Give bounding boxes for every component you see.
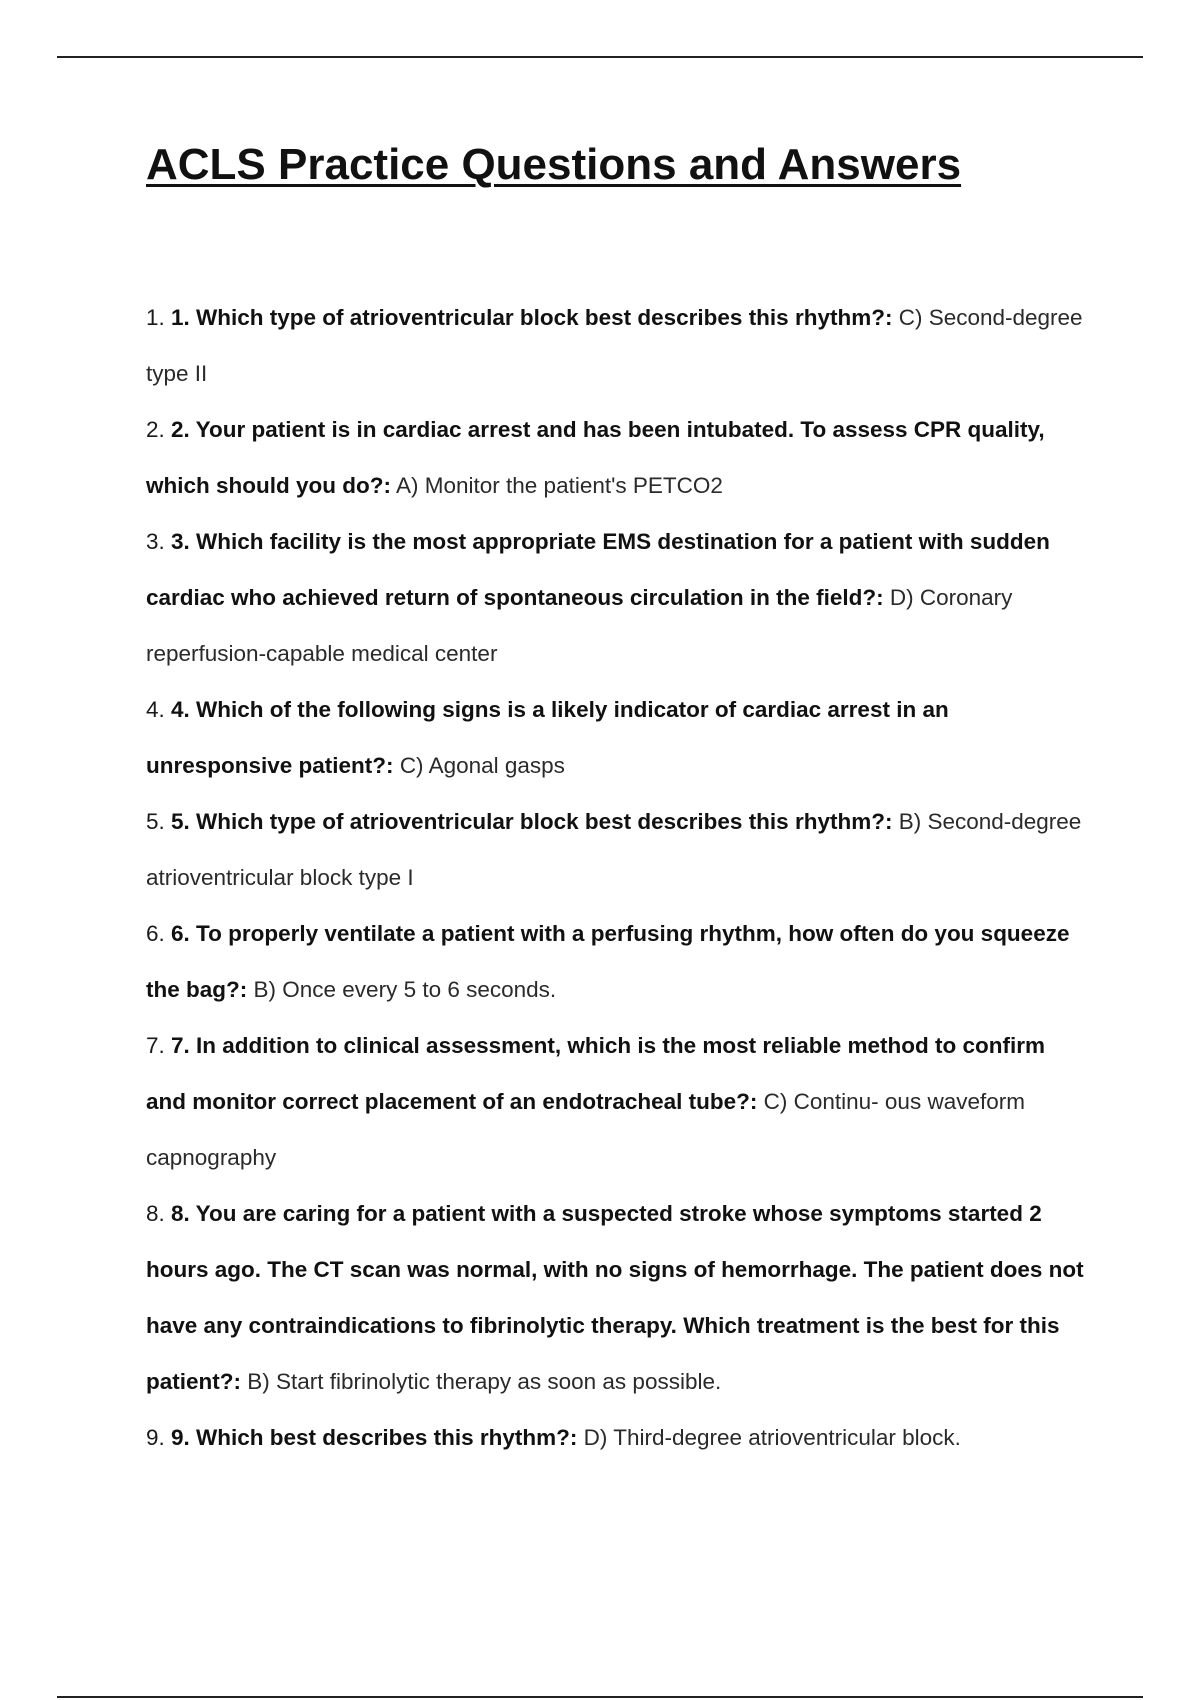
bottom-divider xyxy=(57,1696,1143,1698)
qa-item-5 xyxy=(146,794,1091,906)
qa-answer: C) Agonal gasps xyxy=(399,753,565,778)
qa-number: 1. xyxy=(146,305,165,330)
qa-number: 6. xyxy=(146,921,165,946)
qa-number: 8. xyxy=(146,1201,165,1226)
qa-answer: A) Monitor the patient's PETCO2 xyxy=(396,473,723,498)
qa-item-2 xyxy=(146,402,1091,514)
qa-question: 2. Your patient is in cardiac arrest and has been intubated. To assess CPR quality, which should you do?: xyxy=(146,417,1045,498)
qa-question: 9. Which best describes this rhythm?: xyxy=(171,1425,578,1450)
page-title: ACLS Practice Questions and Answers xyxy=(146,140,962,189)
qa-answer: B) Start fibrinolytic therapy as soon as possible. xyxy=(247,1369,722,1394)
qa-item-1 xyxy=(146,290,1091,402)
qa-list xyxy=(146,290,1091,1466)
qa-question: 3. Which facility is the most appropriate EMS destination for a patient with sudden cardiac who achieved return of spontaneous circulation in the field?: xyxy=(146,529,1050,610)
qa-item-8 xyxy=(146,1186,1091,1410)
qa-item-7 xyxy=(146,1018,1091,1186)
qa-number: 2. xyxy=(146,417,165,442)
qa-question: 1. Which type of atrioventricular block best describes this rhythm?: xyxy=(171,305,893,330)
qa-item-3 xyxy=(146,514,1091,682)
qa-question: 5. Which type of atrioventricular block best describes this rhythm?: xyxy=(171,809,893,834)
top-divider xyxy=(57,56,1143,58)
qa-answer: D) Third-degree atrioventricular block. xyxy=(583,1425,961,1450)
qa-question: 6. To properly ventilate a patient with a perfusing rhythm, how often do you squeeze the bag?: xyxy=(146,921,1070,1002)
qa-item-9 xyxy=(146,1410,1091,1466)
qa-answer: B) Once every 5 to 6 seconds. xyxy=(253,977,557,1002)
qa-question: 4. Which of the following signs is a likely indicator of cardiac arrest in an unresponsive patient?: xyxy=(146,697,949,778)
qa-answer: B) Second-degree atrioventricular block type I xyxy=(146,809,1082,890)
qa-answer: D) Coronary reperfusion-capable medical center xyxy=(146,585,1013,666)
qa-item-6 xyxy=(146,906,1091,1018)
qa-answer: C) Continu- ous waveform capnography xyxy=(146,1089,1025,1170)
qa-number: 4. xyxy=(146,697,165,722)
qa-number: 7. xyxy=(146,1033,165,1058)
qa-answer: C) Second-degree type II xyxy=(146,305,1083,386)
qa-number: 5. xyxy=(146,809,165,834)
qa-question: 7. In addition to clinical assessment, which is the most reliable method to confirm and monitor correct placement of an endotracheal tube?: xyxy=(146,1033,1045,1114)
qa-question: 8. You are caring for a patient with a suspected stroke whose symptoms started 2 hours ago. The CT scan was normal, with no signs of hemorrhage. The patient does not have any contraindications to fibrinolytic therapy. Which treatment is the best for this patient?: xyxy=(146,1201,1084,1394)
qa-item-4 xyxy=(146,682,1091,794)
qa-number: 9. xyxy=(146,1425,165,1450)
qa-number: 3. xyxy=(146,529,165,554)
